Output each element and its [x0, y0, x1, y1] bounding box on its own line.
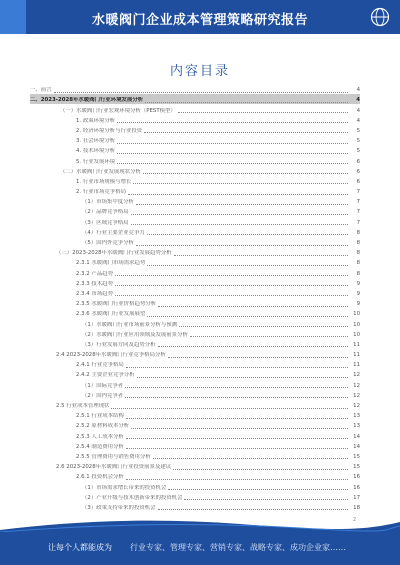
- toc-entry-label: 5. 行业发展环境: [76, 158, 116, 165]
- toc-entry-page: 7: [356, 189, 360, 196]
- toc-entry-label: 2.4.1 行业竞争格局: [76, 362, 124, 369]
- toc-leader-dots: [137, 377, 348, 378]
- toc-entry[interactable]: [30, 278, 360, 288]
- toc-entry-label: （3）政策支持带来的投资机会: [82, 504, 156, 511]
- toc-entry[interactable]: [30, 318, 360, 328]
- toc-entry-page: 10: [353, 331, 360, 338]
- toc-entry-page: 4: [356, 117, 360, 124]
- toc-entry-label: 2.3.6 水暖阀门行业发展展望: [76, 311, 146, 318]
- toc-entry-label: （2）产业升级与技术创新带来的投资机会: [82, 494, 183, 501]
- toc-leader-dots: [173, 469, 348, 470]
- toc-leader-dots: [54, 92, 348, 93]
- toc-entry-label: 二、2023-2028年水暖阀门行业环境发展分析: [30, 97, 144, 104]
- toc-entry-page: 5: [356, 127, 360, 134]
- toc-entry-label: 一、前言: [30, 87, 52, 94]
- report-title: 水暖阀门企业成本管理策略研究报告: [92, 13, 309, 28]
- toc-entry[interactable]: [30, 441, 360, 451]
- toc-leader-dots: [147, 234, 348, 235]
- toc-leader-dots: [147, 265, 348, 266]
- toc-entry-label: （4）行业主要企业竞争力: [82, 229, 145, 236]
- footer-wave-decoration: [0, 516, 400, 532]
- toc-leader-dots: [168, 357, 348, 358]
- toc-entry-page: 8: [356, 270, 360, 277]
- toc-entry-page: 8: [356, 229, 360, 236]
- toc-leader-dots: [128, 194, 348, 195]
- toc-leader-dots: [190, 336, 348, 337]
- toc-leader-dots: [117, 143, 348, 144]
- toc-entry-page: 6: [356, 158, 360, 165]
- toc-entry-label: 2. 经济环境分析与行业投资: [76, 127, 143, 134]
- toc-entry-label: 3. 社会环境分析: [76, 138, 116, 145]
- toc-entry-label: 2.4.2 主要企业竞争分析: [76, 372, 135, 379]
- report-header: [0, 0, 400, 34]
- toc-entry-label: （1）市场集中度分析: [82, 199, 134, 206]
- table-of-contents: [30, 84, 360, 512]
- toc-leader-dots: [131, 224, 348, 225]
- toc-entry-label: 2.3.4 市场趋势: [76, 290, 113, 297]
- toc-entry[interactable]: [30, 288, 360, 298]
- toc-leader-dots: [147, 316, 348, 317]
- toc-entry-label: 2.4 2023-2028年水暖阀门行业竞争格局分析: [56, 352, 166, 359]
- toc-entry[interactable]: [30, 451, 360, 461]
- toc-entry[interactable]: [30, 502, 360, 512]
- toc-leader-dots: [133, 183, 348, 184]
- toc-entry[interactable]: [30, 461, 360, 471]
- toc-entry[interactable]: [30, 257, 360, 267]
- toc-entry-label: （一）水暖阀门行业宏观环境分析（PEST模型）: [60, 107, 176, 114]
- toc-entry-page: 15: [353, 464, 360, 471]
- toc-entry-label: （3）区域竞争格局: [82, 219, 129, 226]
- globe-logo-icon: [370, 7, 390, 27]
- toc-entry-label: 2.3.1 水暖阀门市场需求趋势: [76, 260, 146, 267]
- toc-entry-page: 14: [353, 443, 360, 450]
- toc-leader-dots: [117, 163, 348, 164]
- toc-entry[interactable]: [30, 400, 360, 410]
- toc-entry[interactable]: [30, 359, 360, 369]
- toc-entry[interactable]: [30, 339, 360, 349]
- toc-entry[interactable]: [30, 155, 360, 165]
- toc-entry[interactable]: [30, 481, 360, 491]
- toc-entry-page: 8: [356, 260, 360, 267]
- footer-slogan: 让每个人都能成为: [48, 543, 112, 552]
- toc-leader-dots: [144, 132, 348, 133]
- toc-leader-dots: [136, 204, 348, 205]
- toc-entry-page: 5: [356, 138, 360, 145]
- toc-heading: 内容目录: [169, 64, 230, 79]
- toc-entry-page: 4: [356, 87, 360, 94]
- toc-entry-label: 1. 行业市场规模与增长: [76, 178, 132, 185]
- toc-entry[interactable]: [30, 308, 360, 318]
- toc-entry-label: 2.5.1 行业成本结构: [76, 413, 124, 420]
- toc-leader-dots: [158, 306, 348, 307]
- toc-entry[interactable]: [30, 125, 360, 135]
- toc-entry-page: 10: [353, 311, 360, 318]
- toc-entry-label: 2.5.2 原材料成本分析: [76, 423, 130, 430]
- toc-entry-label: 2.5.3 人工成本分析: [76, 433, 124, 440]
- toc-entry[interactable]: [30, 196, 360, 206]
- toc-entry[interactable]: [30, 115, 360, 125]
- toc-leader-dots: [179, 326, 348, 327]
- toc-entry[interactable]: [30, 379, 360, 389]
- toc-entry[interactable]: [30, 349, 360, 359]
- toc-entry-page: 13: [353, 423, 360, 430]
- toc-leader-dots: [136, 245, 348, 246]
- toc-entry-page: 11: [353, 362, 360, 369]
- toc-entry-label: （1）水暖阀门行业市场前景分析与预测: [82, 321, 178, 328]
- toc-entry-page: 7: [356, 199, 360, 206]
- toc-entry-label: 2.5.4 制造费用分析: [76, 443, 124, 450]
- toc-leader-dots: [125, 387, 348, 388]
- toc-entry-page: 17: [353, 494, 360, 501]
- toc-entry-label: （1）市场需求增长带来的投资机会: [82, 484, 167, 491]
- toc-entry[interactable]: [30, 471, 360, 481]
- toc-entry-page: 9: [356, 290, 360, 297]
- toc-entry-page: 14: [353, 433, 360, 440]
- toc-entry-label: 2.5.5 管理费用与销售费用分析: [76, 453, 151, 460]
- toc-entry-page: 16: [353, 474, 360, 481]
- toc-leader-dots: [115, 285, 348, 286]
- toc-entry-page: 4: [356, 107, 360, 114]
- toc-leader-dots: [126, 448, 348, 449]
- toc-entry-page: 15: [353, 453, 360, 460]
- toc-entry-label: （三）2023-2028年水暖阀门行业发展趋势分析: [56, 250, 172, 257]
- toc-leader-dots: [178, 112, 348, 113]
- toc-entry-label: 2. 行业市场竞争格局: [76, 189, 126, 196]
- toc-entry-page: 11: [353, 352, 360, 359]
- toc-leader-dots: [174, 255, 348, 256]
- toc-entry[interactable]: [30, 84, 360, 94]
- toc-entry-label: 2.3.3 技术趋势: [76, 280, 113, 287]
- toc-entry-page: 12: [353, 392, 360, 399]
- toc-entry[interactable]: [30, 135, 360, 145]
- toc-entry-page: 10: [353, 321, 360, 328]
- toc-entry-label: 1. 政策环境分析: [76, 117, 116, 124]
- toc-entry[interactable]: [30, 369, 360, 379]
- toc-leader-dots: [168, 489, 348, 490]
- toc-entry-page: 7: [356, 209, 360, 216]
- report-footer: [0, 530, 400, 565]
- toc-entry-page: 11: [353, 341, 360, 348]
- toc-entry[interactable]: [30, 298, 360, 308]
- toc-entry-page: 5: [356, 148, 360, 155]
- toc-entry-page: 6: [356, 178, 360, 185]
- toc-entry-label: （5）国内外竞争分析: [82, 240, 134, 246]
- toc-entry-label: 2.3.5 水暖阀门行业价格趋势分析: [76, 301, 157, 308]
- toc-entry-label: （1）国际竞争者: [82, 382, 124, 389]
- toc-entry[interactable]: [30, 267, 360, 277]
- toc-entry-label: 2.3.2 产品趋势: [76, 270, 113, 277]
- toc-leader-dots: [145, 102, 348, 103]
- toc-leader-dots: [131, 214, 348, 215]
- toc-entry-label: 4. 技术环境分析: [76, 148, 116, 155]
- toc-entry[interactable]: [30, 104, 360, 114]
- toc-entry-label: （2）水暖阀门行业应用领域及发展前景分析: [82, 331, 188, 338]
- toc-entry[interactable]: [30, 329, 360, 339]
- toc-entry-page: 9: [356, 280, 360, 287]
- toc-entry-label: 2.6 2023-2028年水暖阀门行业投资前景及建议: [56, 464, 172, 471]
- toc-leader-dots: [115, 295, 348, 296]
- toc-entry[interactable]: [30, 166, 360, 176]
- toc-entry-page: 4: [356, 97, 360, 104]
- toc-entry[interactable]: [30, 176, 360, 186]
- header-accent-stripe: [0, 0, 26, 34]
- toc-entry[interactable]: [30, 206, 360, 216]
- toc-entry[interactable]: [30, 410, 360, 420]
- toc-entry-page: 7: [356, 219, 360, 226]
- toc-entry-page: 12: [353, 372, 360, 379]
- toc-leader-dots: [131, 428, 348, 429]
- toc-leader-dots: [115, 275, 348, 276]
- toc-entry-page: 8: [356, 240, 360, 246]
- toc-leader-dots: [126, 438, 348, 439]
- toc-leader-dots: [158, 509, 348, 510]
- toc-entry-page: 13: [353, 413, 360, 420]
- toc-entry-label: （2）国内竞争者: [82, 392, 124, 399]
- toc-leader-dots: [126, 418, 348, 419]
- toc-entry-page: 8: [356, 250, 360, 257]
- toc-entry-page: 9: [356, 301, 360, 308]
- toc-entry-label: （2）品牌竞争格局: [82, 209, 129, 216]
- toc-leader-dots: [125, 397, 348, 398]
- toc-entry[interactable]: [30, 492, 360, 502]
- toc-entry-page: 12: [353, 403, 360, 409]
- toc-entry-page: 16: [353, 484, 360, 491]
- toc-entry[interactable]: [30, 430, 360, 440]
- toc-entry[interactable]: [30, 247, 360, 257]
- toc-leader-dots: [117, 122, 348, 123]
- toc-leader-dots: [184, 499, 348, 500]
- toc-leader-dots: [111, 408, 348, 409]
- toc-entry-label: 2.5 行业成本管理现状: [56, 403, 110, 409]
- toc-leader-dots: [158, 346, 348, 347]
- toc-leader-dots: [143, 173, 348, 174]
- toc-entry-page: 6: [356, 168, 360, 175]
- toc-entry-page: 12: [353, 382, 360, 389]
- toc-entry[interactable]: [30, 186, 360, 196]
- toc-leader-dots: [126, 367, 348, 368]
- footer-services: 行业专家、管理专家、营销专家、战略专家、成功企业家……: [130, 543, 346, 552]
- toc-entry[interactable]: [30, 420, 360, 430]
- toc-entry[interactable]: [30, 237, 360, 247]
- toc-entry-label: （3）行业发展方向及趋势分析: [82, 341, 156, 348]
- toc-entry[interactable]: [30, 390, 360, 400]
- toc-leader-dots: [126, 479, 348, 480]
- toc-entry-label: （二）水暖阀门行业发展现状分析: [60, 168, 141, 175]
- toc-entry[interactable]: [30, 216, 360, 226]
- toc-entry[interactable]: [30, 94, 360, 104]
- toc-entry-page: 18: [353, 504, 360, 511]
- toc-entry[interactable]: [30, 145, 360, 155]
- page-marker: 2: [352, 517, 356, 523]
- toc-entry[interactable]: [30, 227, 360, 237]
- toc-entry-label: 2.6.1 投资机会分析: [76, 474, 124, 481]
- toc-leader-dots: [153, 458, 348, 459]
- toc-leader-dots: [117, 153, 348, 154]
